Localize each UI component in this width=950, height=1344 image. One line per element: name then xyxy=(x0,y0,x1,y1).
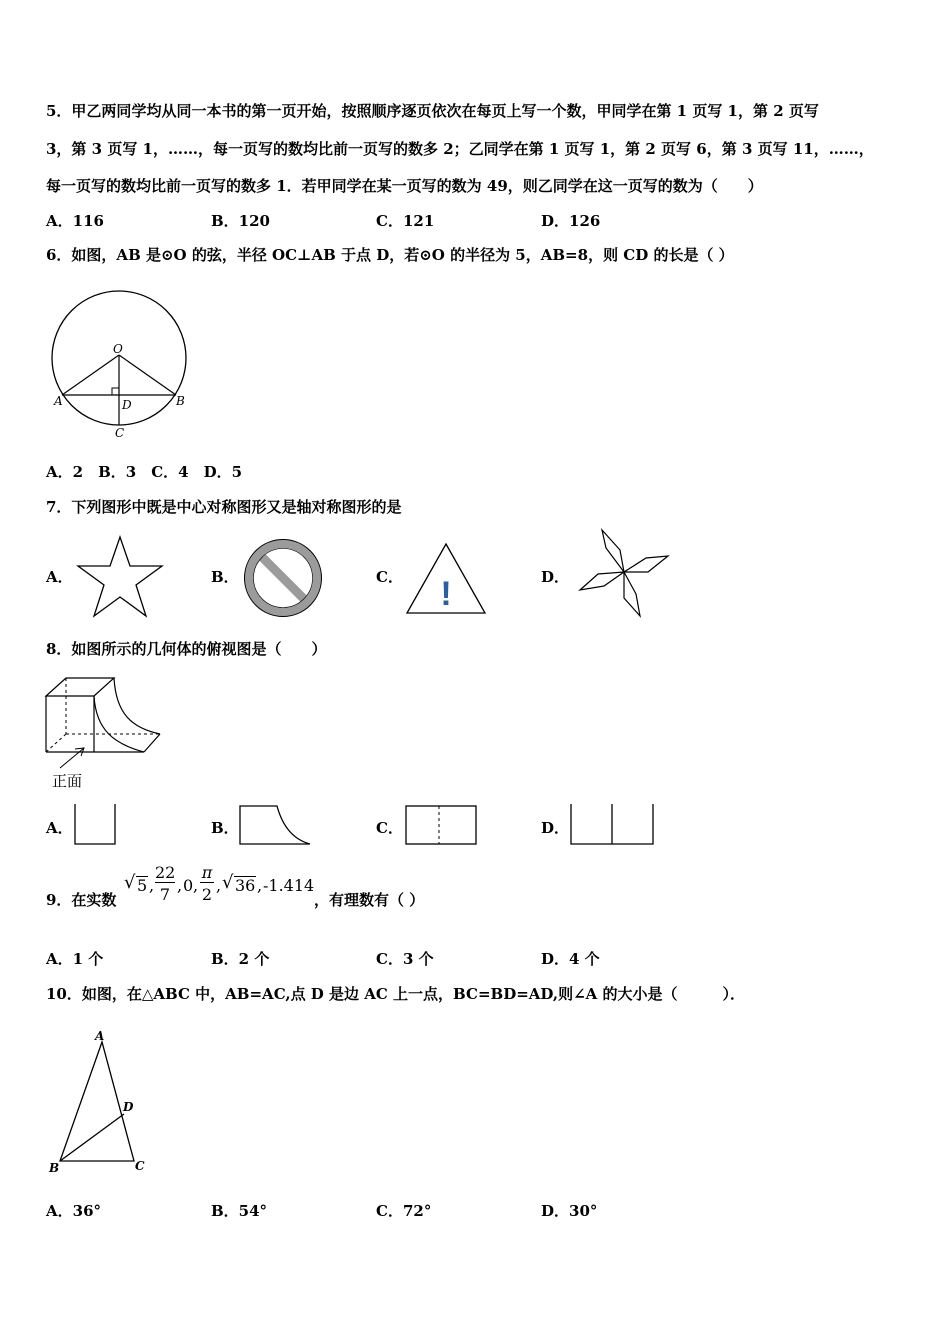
comma: , xyxy=(177,876,183,895)
q6-options: A．2 B．3 C．4 D．5 xyxy=(46,463,243,481)
segment-bd xyxy=(60,1114,124,1161)
label-d: D xyxy=(123,1100,134,1114)
q6-circle-figure xyxy=(48,284,193,442)
q9-option-a: A．1 个 xyxy=(46,950,104,968)
star-icon xyxy=(74,535,166,619)
q9-option-c: C．3 个 xyxy=(376,950,434,968)
label-a: A xyxy=(54,394,63,408)
sqrt36-radicand: 36 xyxy=(235,876,256,895)
q8-option-d-figure xyxy=(568,802,658,846)
label-c: C xyxy=(115,426,125,440)
q9-option-d: D．4 个 xyxy=(541,950,600,968)
q10-option-b: B．54° xyxy=(211,1202,268,1220)
pi-numerator: π xyxy=(201,863,213,882)
pinwheel-icon xyxy=(576,528,672,620)
label-a: A xyxy=(95,1029,105,1043)
q5-stem-line2: 3，第 3 页写 1，……，每一页写的数均比前一页写的数多 2；乙同学在第 1 页写 1，第 2 页写 6，第 3 页写 11，……， xyxy=(46,140,874,158)
q8-option-c: C． xyxy=(376,819,403,837)
q8-option-a-figure xyxy=(72,802,118,846)
q5-stem-line1: 5．甲乙两同学均从同一本书的第一页开始，按照顺序逐页依次在每页上写一个数，甲同学在第 1 页写 1，第 2 页写 xyxy=(46,102,819,120)
right-angle-mark xyxy=(112,388,119,395)
q10-option-c: C．72° xyxy=(376,1202,432,1220)
q10-option-d: D．30° xyxy=(541,1202,598,1220)
sqrt-sign: √ xyxy=(222,872,234,893)
q8-option-a: A． xyxy=(46,819,73,837)
q9-option-b: B．2 个 xyxy=(211,950,270,968)
q9-stem-prefix: 9．在实数 xyxy=(46,891,117,909)
label-o: O xyxy=(113,342,123,356)
q8-option-d: D． xyxy=(541,819,570,837)
q6-stem: 6．如图，AB 是⊙O 的弦，半径 OC⊥AB 于点 D，若⊙O 的半径为 5，AB=8，则 CD 的长是（ ） xyxy=(46,246,734,264)
q8-solid-figure xyxy=(40,672,166,790)
warning-triangle-icon xyxy=(404,541,488,617)
frac-numerator: 22 xyxy=(155,863,176,882)
comma: , xyxy=(257,876,263,895)
q5-option-b: B．120 xyxy=(211,212,270,230)
q9-stem-suffix: ，有理数有（ ） xyxy=(314,891,425,909)
q8-option-c-figure xyxy=(403,802,479,846)
q5-option-d: D．126 xyxy=(541,212,601,230)
exclamation-mark: ! xyxy=(440,575,452,613)
q7-stem: 7．下列图形中既是中心对称图形又是轴对称图形的是 xyxy=(46,498,402,516)
label-d: D xyxy=(122,398,132,412)
prohibition-sign-icon xyxy=(242,537,324,619)
label-c: C xyxy=(135,1159,145,1173)
q5-option-c: C．121 xyxy=(376,212,435,230)
segment-ob xyxy=(119,355,176,395)
frac-denominator: 7 xyxy=(159,885,171,904)
q10-stem: 10．如图，在△ABC 中，AB=AC,点 D 是边 AC 上一点，BC=BD=AD,则∠A 的大小是（ ）． xyxy=(46,985,746,1003)
q10-option-a: A．36° xyxy=(46,1202,102,1220)
q10-triangle-figure xyxy=(44,1026,154,1176)
q7-option-b: B． xyxy=(211,568,239,586)
zero: 0 xyxy=(183,876,194,895)
q5-stem-line3: 每一页写的数均比前一页写的数多 1．若甲同学在某一页写的数为 49，则乙同学在这一页写的数为（ ） xyxy=(46,177,763,195)
q7-option-d: D． xyxy=(541,568,570,586)
label-b: B xyxy=(176,394,185,408)
q8-stem: 8．如图所示的几何体的俯视图是（ ） xyxy=(46,640,327,658)
q8-option-b: B． xyxy=(211,819,239,837)
sqrt5-radicand: 5 xyxy=(137,876,148,895)
comma: , xyxy=(193,876,199,895)
pi-denominator: 2 xyxy=(201,885,213,904)
comma: , xyxy=(149,876,155,895)
q7-option-a: A． xyxy=(46,568,73,586)
q5-option-a: A．116 xyxy=(46,212,104,230)
label-b: B xyxy=(49,1161,60,1175)
q8-option-b-figure xyxy=(237,802,313,846)
negative-number: -1.414 xyxy=(263,876,315,895)
sqrt-sign: √ xyxy=(124,872,136,893)
front-label: 正面 xyxy=(52,772,83,790)
q7-option-c: C． xyxy=(376,568,403,586)
segment-oa xyxy=(62,355,119,395)
comma: , xyxy=(216,876,222,895)
